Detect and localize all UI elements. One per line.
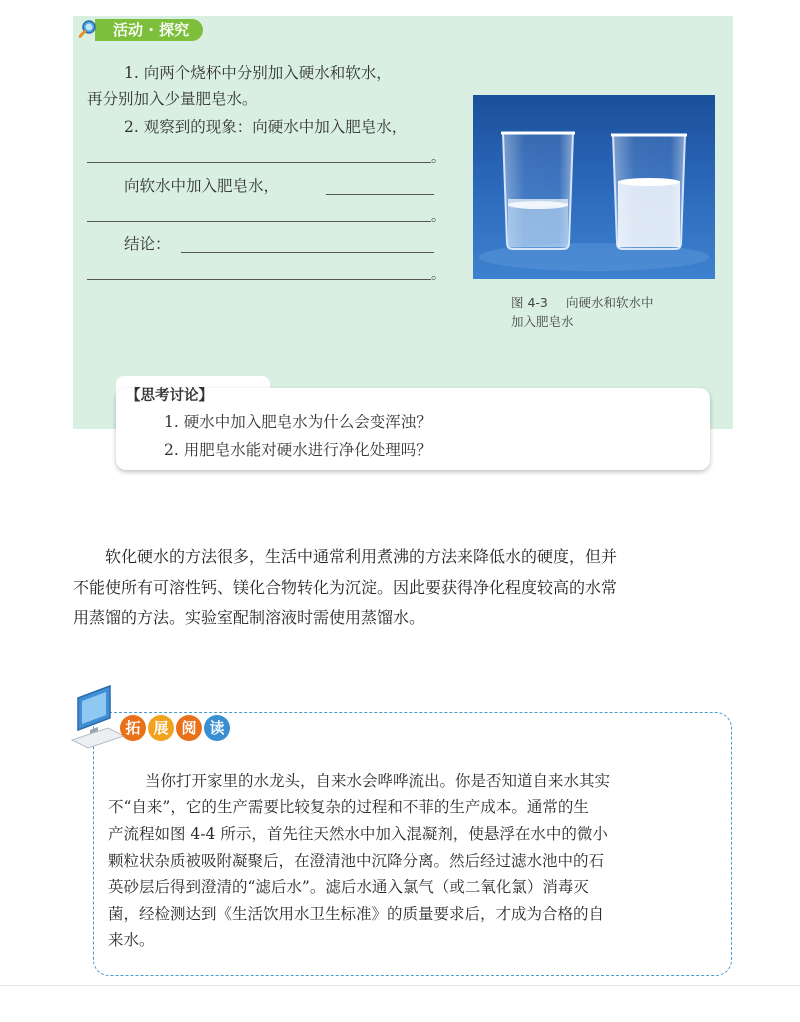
answer-blank-1 [87,162,431,163]
extended-line5: 英砂层后得到澄清的“滤后水”。滤后水通入氯气（或二氧化氯）消毒灭 [108,878,589,896]
discussion-box [116,388,710,470]
answer-blank-3 [87,221,431,222]
answer-blank-5 [87,279,431,280]
extended-line2: 不“自来”，它的生产需要比较复杂的过程和不菲的生产成本。通常的生 [108,798,589,816]
discussion-q2: 2. 用肥皂水能对硬水进行净化处理吗？ [164,441,432,459]
magnifier-icon [79,20,97,38]
step1-line1: 1. 向两个烧杯中分别加入硬水和软水， [124,64,392,82]
computer-icon [68,684,130,750]
tag-char-2: 展 [148,715,174,741]
paragraph-line2: 不能使所有可溶性钙、镁化合物转化为沉淀。因此要获得净化程度较高的水常 [73,578,618,597]
step2-line1: 2. 观察到的现象：向硬水中加入肥皂水， [124,118,408,136]
discussion-q1: 1. 硬水中加入肥皂水为什么会变浑浊？ [164,413,432,431]
period-1: 。 [431,150,445,166]
figure-caption-line1: 向硬水和软水中 [566,295,654,310]
extended-line1: 当你打开家里的水龙头，自来水会哗哗流出。你是否知道自来水其实 [145,772,611,790]
step1-line2: 再分别加入少量肥皂水。 [87,90,258,108]
discussion-title: 【思考讨论】 [126,388,213,404]
extended-reading-box [93,712,732,976]
paragraph-line1: 软化硬水的方法很多，生活中通常利用煮沸的方法来降低水的硬度，但并 [105,547,618,566]
tag-char-1: 拓 [120,715,146,741]
figure-number: 图 4-3 [511,295,548,310]
tag-char-3: 阅 [176,715,202,741]
activity-tag-label: 活动 · 探究 [95,19,203,41]
beakers-photo [473,95,715,279]
hard-water-beaker [501,133,575,249]
soft-water-beaker [611,135,687,249]
tag-char-4: 读 [204,715,230,741]
extended-line3: 产流程如图 4-4 所示，首先往天然水中加入混凝剂，使悬浮在水中的微小 [108,825,608,843]
extended-line6: 菌，经检测达到《生活饮用水卫生标准》的质量要求后，才成为合格的自 [108,905,605,923]
answer-blank-2 [326,194,434,195]
period-3: 。 [431,267,445,283]
conclusion-label: 结论： [124,235,171,253]
answer-blank-4 [181,252,434,253]
page-divider [0,985,800,986]
paragraph-line3: 用蒸馏的方法。实验室配制溶液时需使用蒸馏水。 [73,608,426,627]
soft-water-label: 向软水中加入肥皂水， [124,177,280,195]
extended-line4: 颗粒状杂质被吸附凝聚后，在澄清池中沉降分离。然后经过滤水池中的石 [108,852,605,870]
period-2: 。 [431,209,445,225]
extended-line7: 来水。 [108,931,155,949]
figure-caption-line2: 加入肥皂水 [511,314,574,329]
activity-tag [73,16,223,44]
